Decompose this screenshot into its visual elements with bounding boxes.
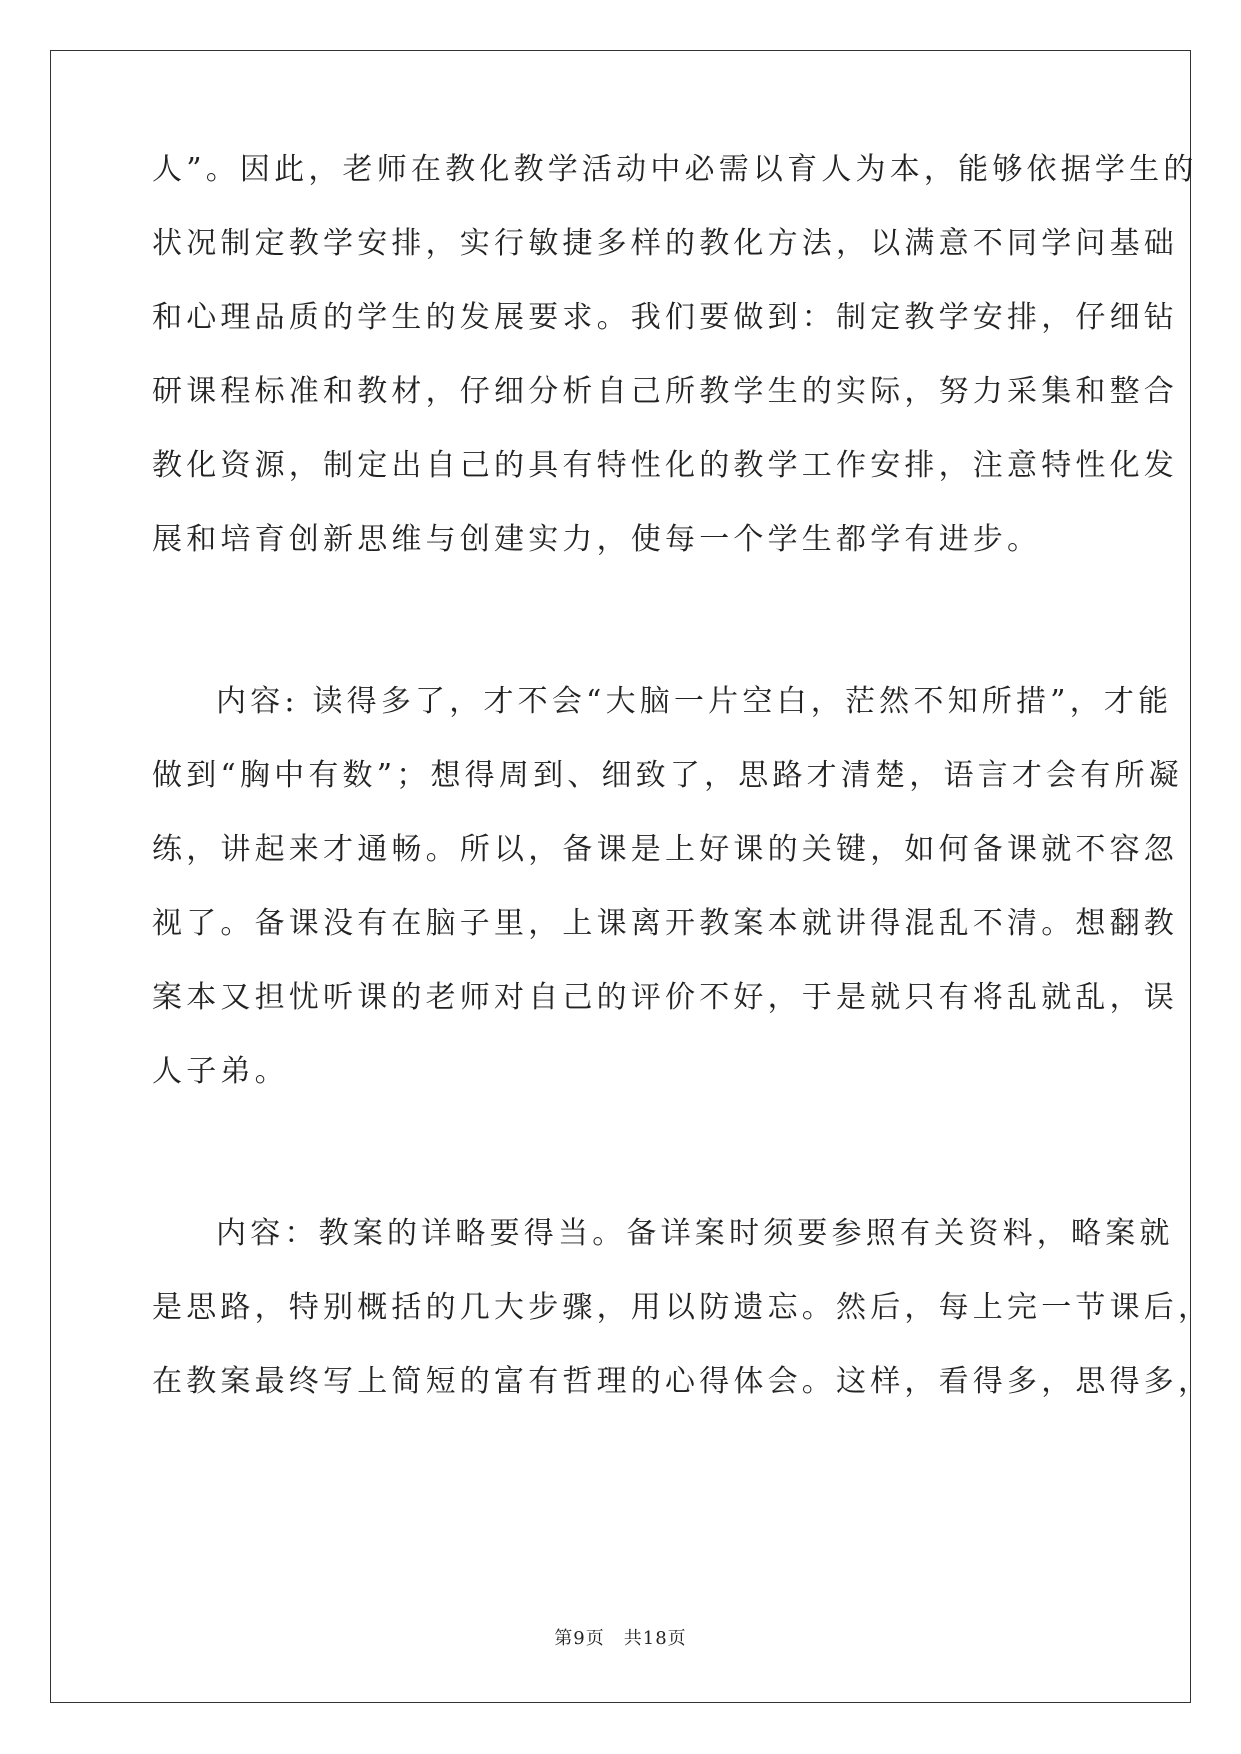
paragraph-3-line-2: 是思路，特别概括的几大步骤，用以防遗忘。然后，每上完一节课后， xyxy=(152,1290,1213,1325)
paragraph-1-line-6: 展和培育创新思维与创建实力，使每一个学生都学有进步。 xyxy=(152,522,1042,557)
paragraph-1-line-2: 状况制定教学安排，实行敏捷多样的教化方法，以满意不同学问基础 xyxy=(152,226,1178,261)
paragraph-2-line-1: 内容: 读得多了，才不会“大脑一片空白，茫然不知所措”，才能 xyxy=(216,684,1173,719)
paragraph-2-line-2: 做到“胸中有数”；想得周到、细致了，思路才清楚，语言才会有所凝 xyxy=(152,758,1183,793)
paragraph-1-line-4: 研课程标准和教材，仔细分析自己所教学生的实际，努力采集和整合 xyxy=(152,374,1178,409)
paragraph-2-line-5: 案本又担忧听课的老师对自己的评价不好，于是就只有将乱就乱，误 xyxy=(152,980,1178,1015)
paragraph-2-line-4: 视了。备课没有在脑子里，上课离开教案本就讲得混乱不清。想翻教 xyxy=(152,906,1178,941)
paragraph-2-line-3: 练，讲起来才通畅。所以，备课是上好课的关键，如何备课就不容忽 xyxy=(152,832,1178,867)
paragraph-3-line-3: 在教案最终写上简短的富有哲理的心得体会。这样，看得多，思得多， xyxy=(152,1364,1213,1399)
page-number-footer: 第9页 共18页 xyxy=(554,1628,687,1649)
paragraph-3-line-1: 内容：教案的详略要得当。备详案时须要参照有关资料，略案就 xyxy=(216,1216,1174,1251)
paragraph-1-line-1: 人”。因此，老师在教化教学活动中必需以育人为本，能够依据学生的 xyxy=(152,152,1198,187)
paragraph-1-line-3: 和心理品质的学生的发展要求。我们要做到：制定教学安排，仔细钻 xyxy=(152,300,1178,335)
paragraph-2-line-6: 人子弟。 xyxy=(152,1054,289,1089)
paragraph-1-line-5: 教化资源，制定出自己的具有特性化的教学工作安排，注意特性化发 xyxy=(152,448,1178,483)
